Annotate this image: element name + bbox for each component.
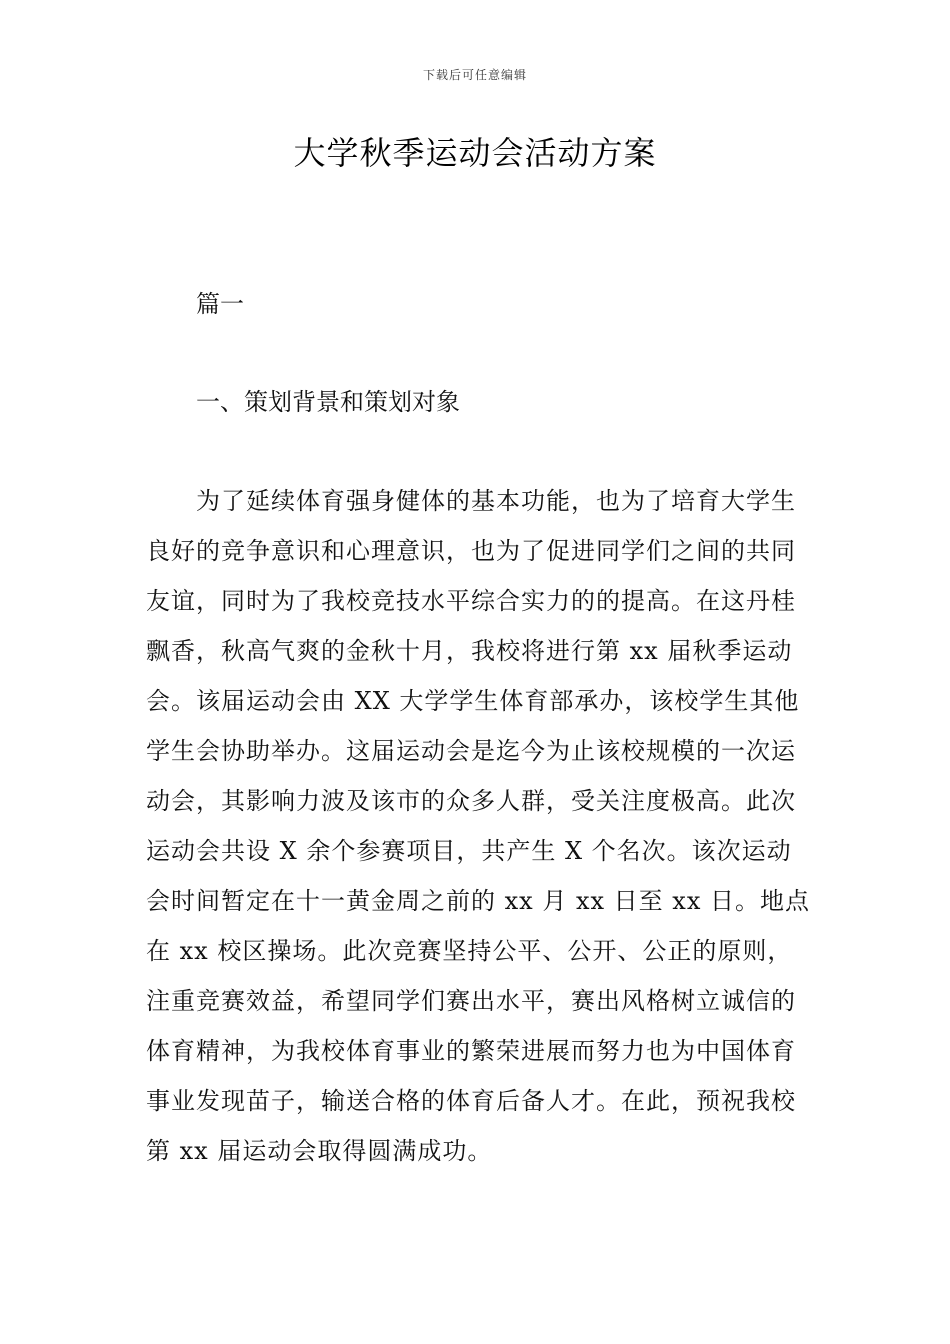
section-heading: 一、策划背景和策划对象 xyxy=(196,388,460,416)
part-label: 篇一 xyxy=(196,290,244,318)
document-title: 大学秋季运动会活动方案 xyxy=(293,134,657,172)
header-note: 下载后可任意编辑 xyxy=(422,68,527,82)
body-paragraph: 为了延续体育强身健体的基本功能，也为了培育大学生良好的竞争意识和心理意识，也为了促进同学们之间的共同友谊，同时为了我校竞技水平综合实力的的提高。在这丹桂飘香，秋高气爽的金秋十月，我校将进行第 xx 届秋季运动会。该届运动会由 XX 大学学生体育部承办，该校学生其他学生会协助举办。这届运动会是迄今为止该校规模的一次运动会，其影响力波及该市的众多人群，受关注度极高。此次运动会共设 X 余个参赛项目，共产生 X 个名次。该次运动会时间暂定在十一黄金周之前的 xx 月 xx 日至 xx 日。地点在 xx 校区操场。此次竞赛坚持公平、公开、公正的原则，注重竞赛效益，希望同学们赛出水平，赛出风格树立诚信的体育精神，为我校体育事业的繁荣进展而努力也为中国体育事业发现苗子，输送合格的体育后备人才。在此，预祝我校第 xx 届运动会取得圆满成功。 xyxy=(146,487,810,1165)
